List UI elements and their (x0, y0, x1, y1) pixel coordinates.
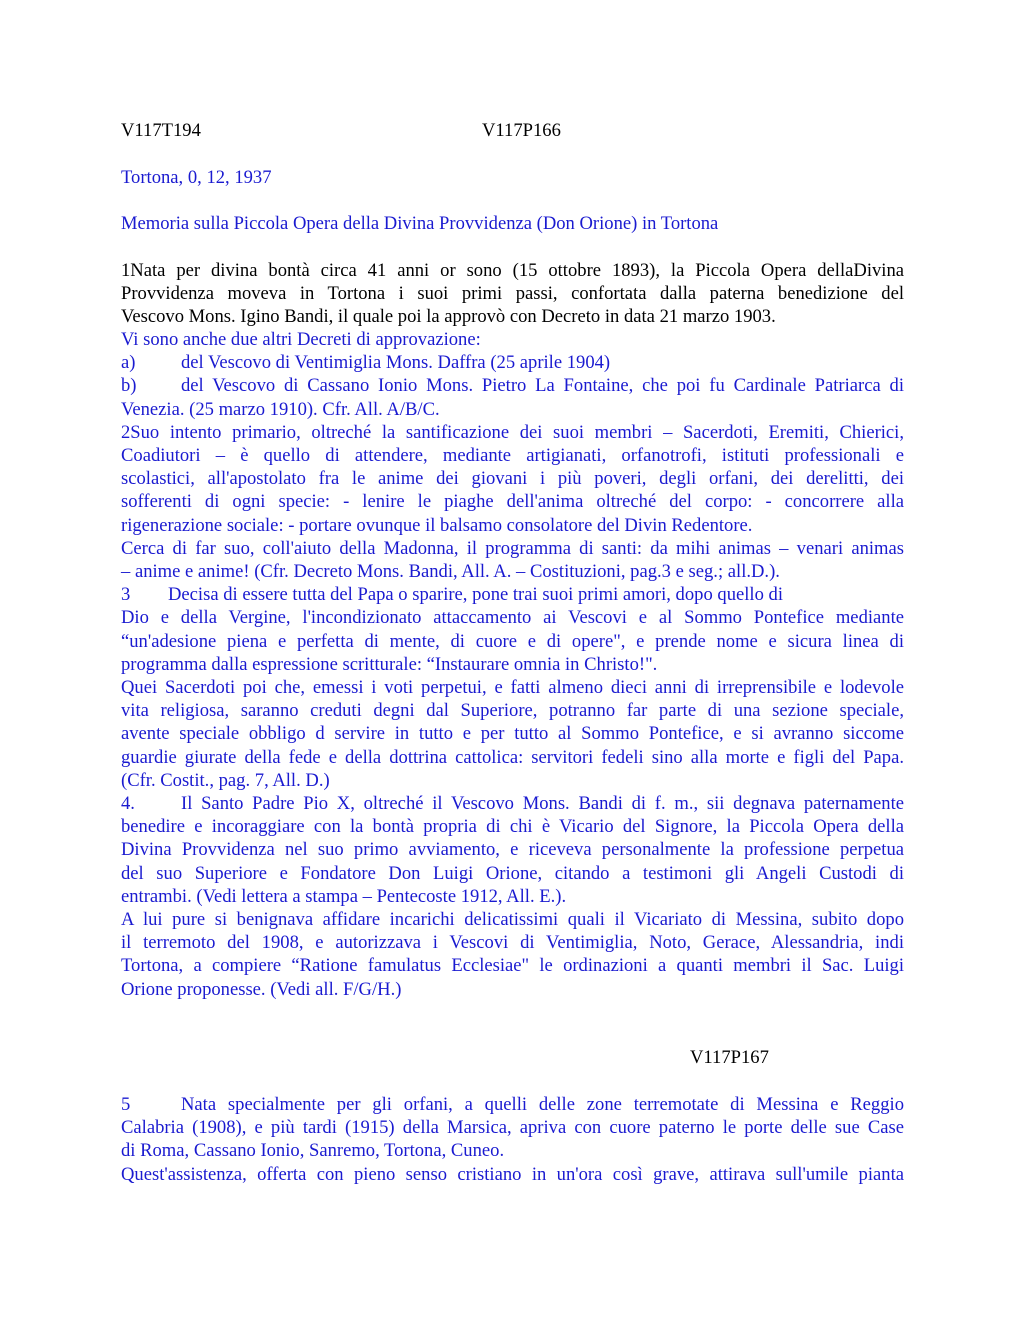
paragraph-2-line: 2Suo intento primario, oltreché la santificazione dei suoi membri – Sacerdoti, Eremiti, Chierici, (121, 421, 904, 443)
list-marker-b: b) (121, 375, 137, 397)
paragraph-4b-line: il terremoto del 1908, e autorizzava i Vescovi di Ventimiglia, Noto, Gerace, Alessandria, indi (121, 932, 904, 954)
list-item-b-text: del Vescovo di Cassano Ionio Mons. Pietro La Fontaine, che poi fu Cardinale Patriarca di (181, 375, 904, 397)
paragraph-2-line: rigenerazione sociale: - portare ovunque il balsamo consolatore del Divin Redentore. (121, 514, 753, 536)
paragraph-3b-line: avente speciale obbligo d servire in tutto e per tutto al Sommo Pontefice, e si avranno siccome (121, 723, 904, 745)
paragraph-1-line: Provvidenza moveva in Tortona i suoi primi passi, confortata dalla paterna benedizione del (121, 283, 904, 305)
list-item-b-continuation: Venezia. (25 marzo 1910). Cfr. All. A/B/C. (121, 398, 440, 420)
list-item-a (121, 351, 904, 374)
decrees-intro: Vi sono anche due altri Decreti di approvazione: (121, 329, 481, 350)
paragraph-2-line: sofferenti di ogni specie: - lenire le piaghe dell'anima oltreché del corpo: - concorrere alla (121, 491, 904, 513)
paragraph-4-text: Il Santo Padre Pio X, oltreché il Vescovo Mons. Bandi di f. m., sii degnava paternamente (181, 793, 904, 815)
document-title: Memoria sulla Piccola Opera della Divina Provvidenza (Don Orione) in Tortona (121, 213, 719, 234)
paragraph-4-line: del suo Superiore e Fondatore Don Luigi Orione, citando a testimoni gli Angeli Custodi di (121, 862, 904, 884)
document-code-left: V117T194 (121, 120, 201, 141)
paragraph-3-line: Dio e della Vergine, l'incondizionato attaccamento ai Vescovi e al Sommo Pontefice mediante (121, 607, 904, 629)
paragraph-5 (121, 1093, 904, 1186)
paragraph-2b-line: – anime e anime! (Cfr. Decreto Mons. Bandi, All. A. – Costituzioni, pag.3 e seg.; all.D.). (121, 561, 780, 583)
paragraph-2-line: scolastici, all'apostolato fra le anime dei giovani i più poveri, degli orfani, dei derelitti, dei (121, 468, 904, 490)
paragraph-4-line: entrambi. (Vedi lettera a stampa – Pentecoste 1912, All. E.). (121, 885, 567, 907)
paragraph-3-line: “un'adesione piena e perfetta di mente, di cuore e di opere", e prende nome e sicura linea di (121, 630, 904, 652)
paragraph-1-line: 1Nata per divina bontà circa 41 anni or sono (15 ottobre 1893), la Piccola Opera dellaDivina (121, 260, 904, 281)
paragraph-3-number: 3 (121, 584, 131, 606)
list-marker-a: a) (121, 352, 136, 374)
paragraph-4-line: Divina Provvidenza nel suo primo avviamento, e riceveva personalmente la professione perpetua (121, 839, 904, 861)
list-item-b (121, 374, 904, 397)
place-date: Tortona, 0, 12, 1937 (121, 167, 272, 188)
paragraph-3-line: programma dalla espressione scritturale: “Instaurare omnia in Christo!". (121, 653, 658, 675)
list-item-a-text: del Vescovo di Ventimiglia Mons. Daffra (25 aprile 1904) (181, 352, 611, 374)
paragraph-4b-line: Tortona, a compiere “Ratione famulatus Ecclesiae" le ordinazioni a quanti membri il Sac. Luigi (121, 955, 904, 977)
paragraph-3-first-line (121, 583, 904, 606)
paragraph-5-text: Nata specialmente per gli orfani, a quelli delle zone terremotate di Messina e Reggio (181, 1094, 904, 1115)
paragraph-3b-line: (Cfr. Costit., pag. 7, All. D.) (121, 769, 330, 791)
page-code-2: V117P167 (690, 1047, 769, 1068)
paragraph-2-line: Coadiutori – è quello di attendere, mediante artigianati, orfanotrofi, istituti professionali e (121, 445, 904, 467)
paragraph-3-text: Decisa di essere tutta del Papa o sparire, pone trai suoi primi amori, dopo quello di (168, 584, 783, 606)
paragraph-4-line: benedire e incoraggiare con la bontà propria di chi è Vicario del Signore, la Piccola Opera della (121, 816, 904, 838)
paragraph-4-number: 4. (121, 793, 135, 815)
page-code-right: V117P166 (482, 120, 561, 141)
paragraph-1-line: Vescovo Mons. Igino Bandi, il quale poi la approvò con Decreto in data 21 marzo 1903. (121, 306, 776, 328)
paragraph-1 (121, 259, 904, 329)
paragraph-5-first-line (121, 1093, 904, 1116)
paragraph-4b-line: Orione proponesse. (Vedi all. F/G/H.) (121, 978, 402, 1000)
paragraph-4-first-line (121, 792, 904, 815)
paragraph-5-number: 5 (121, 1094, 131, 1115)
paragraph-3b-line: Quei Sacerdoti poi che, emessi i voti perpetui, e fatti almeno dieci anni di irreprensibile e lodevole (121, 677, 904, 699)
paragraph-3b-line: guardie giurate della fede e della dottrina cattolica: servitori fedeli sino alla morte e figli del Papa. (121, 746, 904, 768)
blue-body-block (121, 328, 904, 1001)
paragraph-2b-line: Cerca di far suo, coll'aiuto della Madonna, il programma di santi: da mihi animas – venari animas (121, 537, 904, 559)
paragraph-5b-line: Quest'assistenza, offerta con pieno senso cristiano in un'ora così grave, attirava sull'umile pianta (121, 1163, 904, 1185)
paragraph-5-line: di Roma, Cassano Ionio, Sanremo, Tortona, Cuneo. (121, 1140, 505, 1162)
paragraph-3b-line: vita religiosa, saranno creduti degni dal Superiore, potranno far parte di una sezione speciale, (121, 700, 904, 722)
paragraph-4b-line: A lui pure si benignava affidare incarichi delicatissimi quali il Vicariato di Messina, subito dopo (121, 909, 904, 931)
paragraph-5-line: Calabria (1908), e più tardi (1915) della Marsica, apriva con cuore paterno le porte delle sue Case (121, 1117, 904, 1139)
